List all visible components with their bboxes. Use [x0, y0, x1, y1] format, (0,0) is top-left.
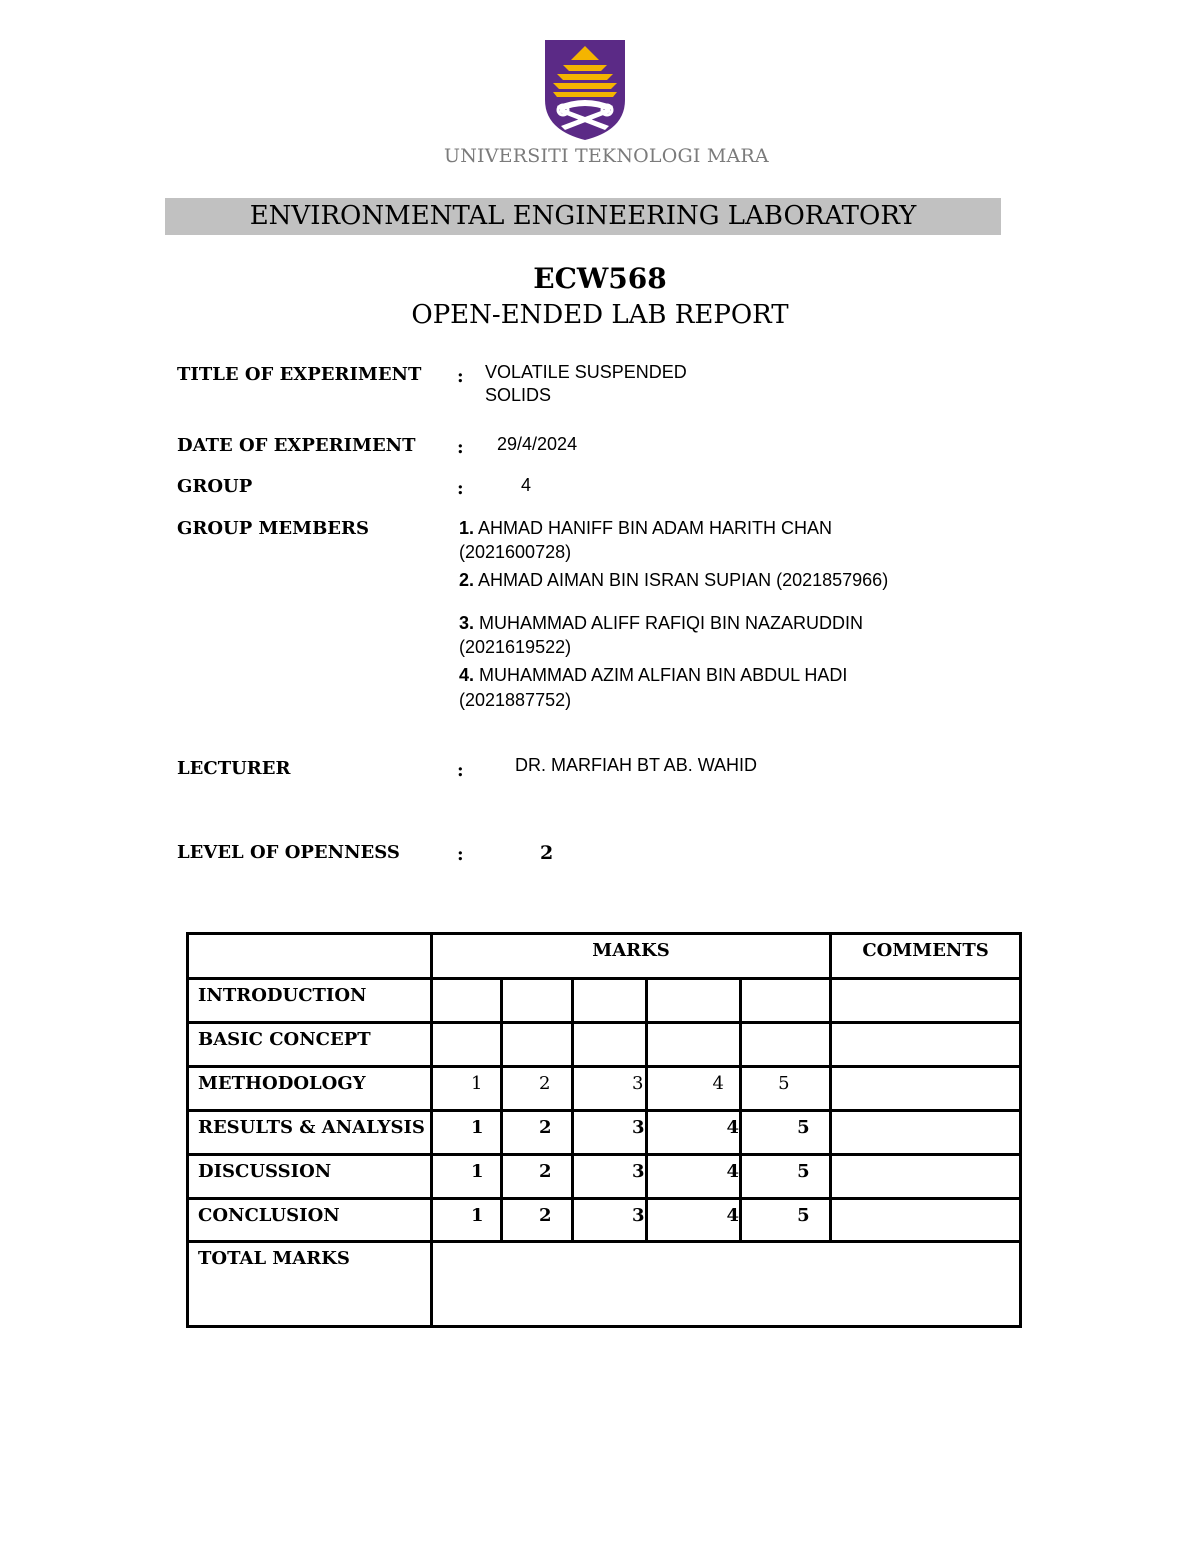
- uitm-crest-icon: [543, 38, 627, 142]
- title-of-experiment-label: TITLE OF EXPERIMENT: [177, 364, 422, 385]
- score-cell[interactable]: [502, 1023, 573, 1067]
- lecturer-label: LECTURER: [177, 758, 291, 779]
- group-members-label: GROUP MEMBERS: [177, 518, 369, 539]
- comment-cell[interactable]: [831, 1199, 1021, 1242]
- date-value: 29/4/2024: [497, 434, 578, 454]
- colon: :: [457, 437, 464, 458]
- score-cell[interactable]: 2: [502, 1067, 573, 1111]
- colon: :: [457, 760, 464, 781]
- total-marks-label: TOTAL MARKS: [188, 1242, 432, 1327]
- colon: :: [457, 478, 464, 499]
- table-row: [188, 1067, 1021, 1111]
- score-cell[interactable]: 2: [502, 1155, 573, 1199]
- university-logo: [543, 38, 627, 142]
- score-cell[interactable]: [432, 1023, 502, 1067]
- table-row: [188, 1111, 1021, 1155]
- colon: :: [457, 844, 464, 865]
- lab-title-band: ENVIRONMENTAL ENGINEERING LABORATORY: [165, 198, 1001, 235]
- member-1-id: (2021600728): [459, 542, 572, 562]
- member-1: [459, 518, 832, 539]
- member-number: 2.: [459, 570, 475, 590]
- row-label: BASIC CONCEPT: [188, 1023, 432, 1067]
- score-cell[interactable]: 1: [432, 1067, 502, 1111]
- score-cell[interactable]: 3: [573, 1155, 647, 1199]
- score-cell[interactable]: [502, 979, 573, 1023]
- member-name: MUHAMMAD ALIFF RAFIQI BIN NAZARUDDIN: [479, 613, 864, 633]
- table-row: [188, 1155, 1021, 1199]
- score-cell[interactable]: 5: [741, 1111, 831, 1155]
- table-row: [188, 979, 1021, 1023]
- score-cell[interactable]: [573, 979, 647, 1023]
- university-name: UNIVERSITI TEKNOLOGI MARA: [444, 145, 769, 167]
- table-row: [188, 1023, 1021, 1067]
- score-cell[interactable]: 2: [502, 1111, 573, 1155]
- total-marks-cell[interactable]: [432, 1242, 1021, 1327]
- score-cell[interactable]: [573, 1023, 647, 1067]
- group-label: GROUP: [177, 476, 253, 497]
- score-cell[interactable]: 4: [646, 1067, 741, 1111]
- row-label: RESULTS & ANALYSIS: [188, 1111, 432, 1155]
- member-3-id: (2021619522): [459, 637, 572, 657]
- table-row: [188, 1199, 1021, 1242]
- row-label: CONCLUSION: [188, 1199, 432, 1242]
- row-label: INTRODUCTION: [188, 979, 432, 1023]
- member-number: 4.: [459, 665, 475, 685]
- score-cell[interactable]: 1: [432, 1111, 502, 1155]
- comment-cell[interactable]: [831, 1067, 1021, 1111]
- comment-cell[interactable]: [831, 1155, 1021, 1199]
- marks-header: MARKS: [432, 934, 831, 979]
- score-cell[interactable]: 4: [646, 1111, 741, 1155]
- score-cell[interactable]: [741, 1023, 831, 1067]
- score-cell[interactable]: 2: [502, 1199, 573, 1242]
- table-header-row: [188, 934, 1021, 979]
- score-cell[interactable]: 3: [573, 1067, 647, 1111]
- openness-label: LEVEL OF OPENNESS: [177, 842, 400, 863]
- score-cell[interactable]: 4: [646, 1199, 741, 1242]
- member-number: 3.: [459, 613, 475, 633]
- score-cell[interactable]: [741, 979, 831, 1023]
- openness-value: 2: [540, 842, 554, 864]
- score-cell[interactable]: [646, 1023, 741, 1067]
- member-3: [459, 613, 863, 634]
- comment-cell[interactable]: [831, 979, 1021, 1023]
- member-name: MUHAMMAD AZIM ALFIAN BIN ABDUL HADI: [479, 665, 848, 685]
- score-cell[interactable]: 1: [432, 1155, 502, 1199]
- member-4-id: (2021887752): [459, 690, 572, 710]
- experiment-title-line1: VOLATILE SUSPENDED: [485, 362, 687, 382]
- comment-cell[interactable]: [831, 1023, 1021, 1067]
- score-cell[interactable]: 3: [573, 1111, 647, 1155]
- row-label: DISCUSSION: [188, 1155, 432, 1199]
- lecturer-value: DR. MARFIAH BT AB. WAHID: [515, 755, 758, 775]
- member-2: [459, 570, 888, 591]
- date-label: DATE OF EXPERIMENT: [177, 435, 416, 456]
- member-name: AHMAD HANIFF BIN ADAM HARITH CHAN: [478, 518, 833, 538]
- score-cell[interactable]: [432, 979, 502, 1023]
- empty-header-cell: [188, 934, 432, 979]
- score-cell[interactable]: 5: [741, 1155, 831, 1199]
- score-cell[interactable]: 5: [741, 1067, 831, 1111]
- total-row: [188, 1242, 1021, 1327]
- course-code: ECW568: [533, 262, 667, 295]
- row-label: METHODOLOGY: [188, 1067, 432, 1111]
- score-cell[interactable]: 3: [573, 1199, 647, 1242]
- score-cell[interactable]: 1: [432, 1199, 502, 1242]
- comments-header: COMMENTS: [831, 934, 1021, 979]
- member-name: AHMAD AIMAN BIN ISRAN SUPIAN (2021857966): [478, 570, 889, 590]
- marks-table: [186, 932, 1022, 1328]
- score-cell[interactable]: [646, 979, 741, 1023]
- group-value: 4: [521, 475, 532, 495]
- score-cell[interactable]: 4: [646, 1155, 741, 1199]
- report-type: OPEN-ENDED LAB REPORT: [411, 300, 789, 330]
- experiment-title-line2: SOLIDS: [485, 385, 552, 405]
- score-cell[interactable]: 5: [741, 1199, 831, 1242]
- member-number: 1.: [459, 518, 475, 538]
- comment-cell[interactable]: [831, 1111, 1021, 1155]
- member-4: [459, 665, 847, 686]
- colon: :: [457, 366, 464, 387]
